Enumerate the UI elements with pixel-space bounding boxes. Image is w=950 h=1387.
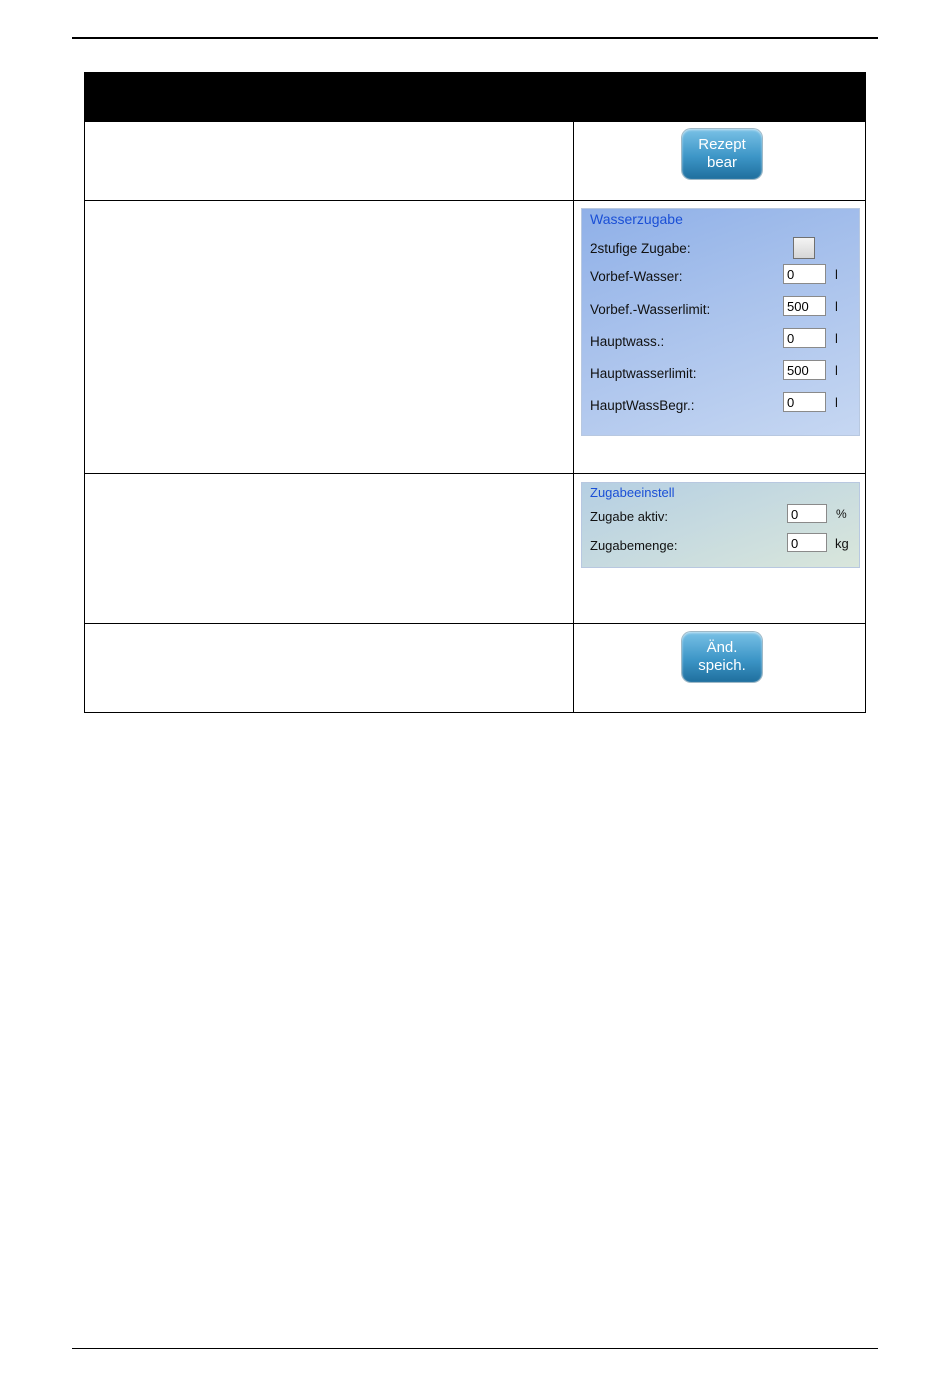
- hauptwasserlimit-input[interactable]: 500: [783, 360, 826, 380]
- zugabemenge-input[interactable]: 0: [787, 533, 827, 552]
- panel-title: Wasserzugabe: [590, 211, 683, 227]
- unit-label: l: [835, 267, 838, 282]
- display-cell: [574, 624, 866, 713]
- unit-label: l: [835, 299, 838, 314]
- unit-label: kg: [835, 536, 849, 551]
- field-row: [590, 264, 859, 288]
- rezept-bear-button[interactable]: [682, 129, 762, 179]
- table-row: [85, 122, 866, 201]
- field-row: [590, 504, 859, 528]
- field-label: Vorbef-Wasser:: [590, 269, 683, 284]
- button-label-line1: Änd.: [706, 639, 738, 656]
- panel-title: Zugabeeinstell: [590, 485, 675, 500]
- instruction-table: [84, 72, 866, 713]
- field-label: HauptWassBegr.:: [590, 398, 695, 413]
- vorbef-wasserlimit-input[interactable]: 500: [783, 296, 826, 316]
- wasserzugabe-panel: [581, 208, 860, 436]
- header-rule: [72, 37, 878, 39]
- two-stage-checkbox[interactable]: [793, 237, 815, 259]
- table-row: [85, 624, 866, 713]
- display-cell: [574, 201, 866, 474]
- save-changes-button[interactable]: [682, 632, 762, 682]
- button-label-line2: bear: [706, 154, 738, 171]
- unit-label: l: [835, 331, 838, 346]
- field-label: Vorbef.-Wasserlimit:: [590, 302, 711, 317]
- unit-label: %: [836, 507, 847, 521]
- field-row: [590, 360, 859, 384]
- two-stage-row: [590, 237, 859, 261]
- field-label: Zugabemenge:: [590, 538, 678, 553]
- field-row: [590, 533, 859, 557]
- field-row: [590, 328, 859, 352]
- table-header-display: [574, 73, 866, 122]
- button-label-line2: speich.: [698, 657, 746, 674]
- field-label: Zugabe aktiv:: [590, 509, 669, 524]
- unit-label: l: [835, 363, 838, 378]
- field-label: Hauptwasserlimit:: [590, 366, 697, 381]
- description-cell: [85, 624, 574, 713]
- zugabe-aktiv-input[interactable]: 0: [787, 504, 827, 523]
- description-cell: [85, 474, 574, 624]
- field-row: [590, 392, 859, 416]
- hauptwass-input[interactable]: 0: [783, 328, 826, 348]
- button-label-line1: Rezept: [698, 136, 746, 153]
- table-header-row: [85, 73, 866, 122]
- hauptwassbegr-input[interactable]: 0: [783, 392, 826, 412]
- zugabeeinstell-panel: [581, 482, 860, 568]
- table-header-description: [85, 73, 574, 122]
- footer-rule: [72, 1348, 878, 1349]
- field-label: 2stufige Zugabe:: [590, 241, 691, 256]
- vorbef-wasser-input[interactable]: 0: [783, 264, 826, 284]
- display-cell: [574, 474, 866, 624]
- description-cell: [85, 122, 574, 201]
- field-row: [590, 296, 859, 320]
- table-row: [85, 474, 866, 624]
- description-cell: [85, 201, 574, 474]
- field-label: Hauptwass.:: [590, 334, 665, 349]
- display-cell: [574, 122, 866, 201]
- unit-label: l: [835, 395, 838, 410]
- table-row: [85, 201, 866, 474]
